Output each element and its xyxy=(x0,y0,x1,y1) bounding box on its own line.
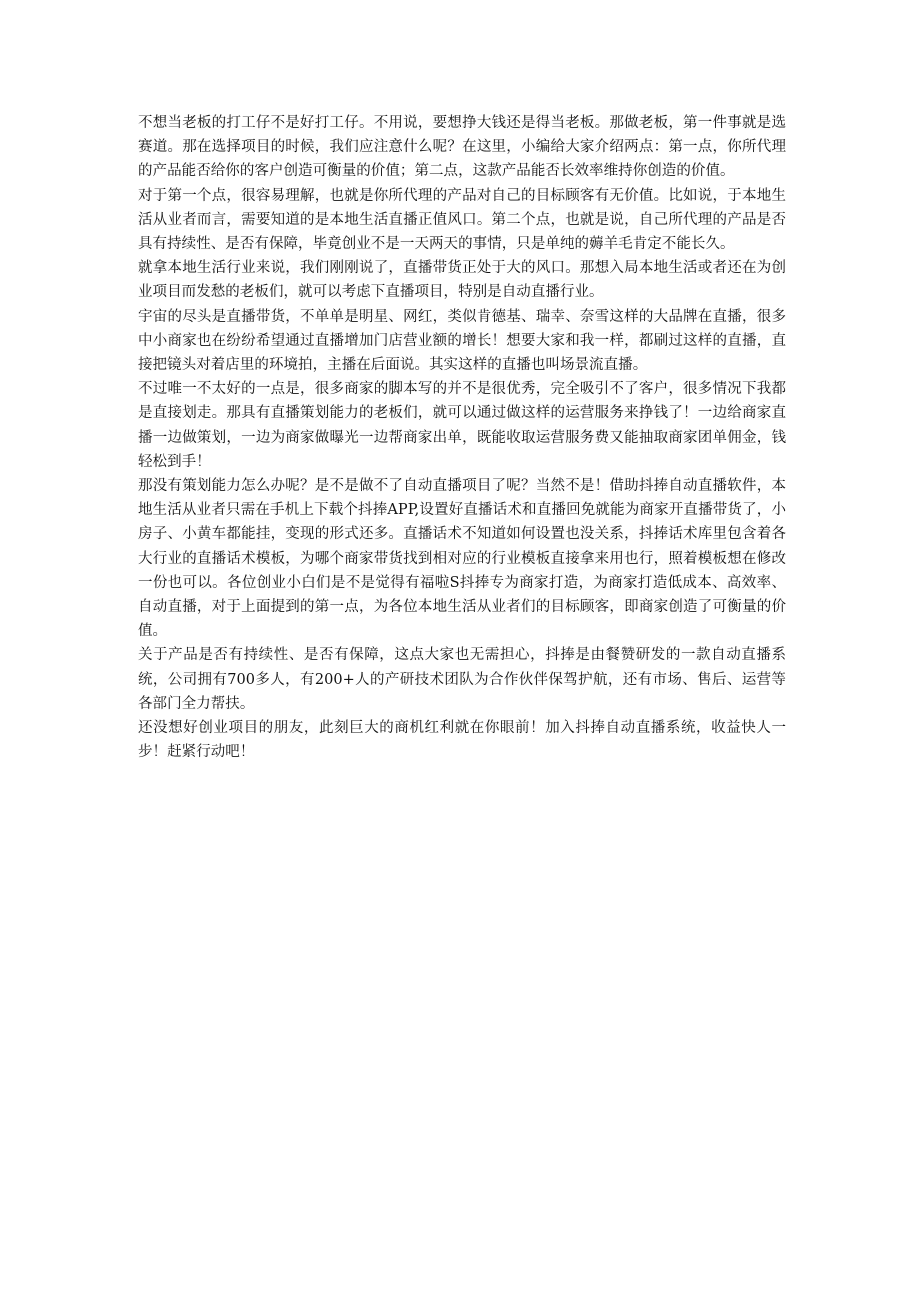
paragraph-1: 不想当老板的打工仔不是好打工仔。不用说，要想挣大钱还是得当老板。那做老板，第一件事就是选赛道。那在选择项目的时候，我们应注意什么呢？在这里，小编给大家介绍两点：第一点，你所代理的产品能否给你的客户创造可衡量的价值；第二点，这款产品能否长效率维持你创造的价值。 xyxy=(138,115,786,180)
paragraph-2: 对于第一个点，很容易理解，也就是你所代理的产品对自己的目标顾客有无价值。比如说，于本地生活从业者而言，需要知道的是本地生活直播正值风口。第二个点，也就是说，自己所代理的产品是否具有持续性、是否有保障，毕竟创业不是一天两天的事情，只是单纯的薅羊毛肯定不能长久。 xyxy=(138,187,786,253)
paragraph-8: 还没想好创业项目的朋友，此刻巨大的商机红利就在你眼前！加入抖捧自动直播系统，收益快人一步！赶紧行动吧！ xyxy=(138,720,786,761)
article-body xyxy=(138,111,786,764)
paragraph-7: 关于产品是否有持续性、是否有保障，这点大家也无需担心，抖捧是由餐赞研发的一款自动直播系统，公司拥有700多人，有200+人的产研技术团队为合作伙伴保驾护航，还有市场、售后、运营等各部门全力帮扶。 xyxy=(138,647,786,712)
paragraph-3: 就拿本地生活行业来说，我们刚刚说了，直播带货正处于大的风口。那想入局本地生活或者还在为创业项目而发愁的老板们，就可以考虑下直播项目，特别是自动直播行业。 xyxy=(138,260,786,301)
paragraph-5: 不过唯一不太好的一点是，很多商家的脚本写的并不是很优秀，完全吸引不了客户，很多情况下我都是直接划走。那具有直播策划能力的老板们，就可以通过做这样的运营服务来挣钱了！一边给商家直播一边做策划，一边为商家做曝光一边帮商家出单，既能收取运营服务费又能抽取商家团单佣金，钱轻松到手！ xyxy=(138,381,786,470)
paragraph-6: 那没有策划能力怎么办呢？是不是做不了自动直播项目了呢？当然不是！借助抖捧自动直播软件，本地生活从业者只需在手机上下载个抖捧APP,设置好直播话术和直播回免就能为商家开直播带货了，小房子、小黄车都能挂，变现的形式还多。直播话术不知道如何设置也没关系，抖捧话术库里包含着各大行业的直播话术模板，为哪个商家带货找到相对应的行业模板直接拿来用也行，照着模板想在修改一份也可以。各位创业小白们是不是觉得有福啦S抖捧专为商家打造，为商家打造低成本、高效率、自动直播，对于上面提到的第一点，为各位本地生活从业者们的目标顾客，即商家创造了可衡量的价值。 xyxy=(138,478,786,640)
paragraph-4: 宇宙的尽头是直播带货，不单单是明星、网红，类似肯德基、瑞幸、奈雪这样的大品牌在直播，很多中小商家也在纷纷希望通过直播增加门店营业额的增长！想要大家和我一样，都刷过这样的直播，直接把镜头对着店里的环境拍，主播在后面说。其实这样的直播也叫场景流直播。 xyxy=(138,308,786,374)
